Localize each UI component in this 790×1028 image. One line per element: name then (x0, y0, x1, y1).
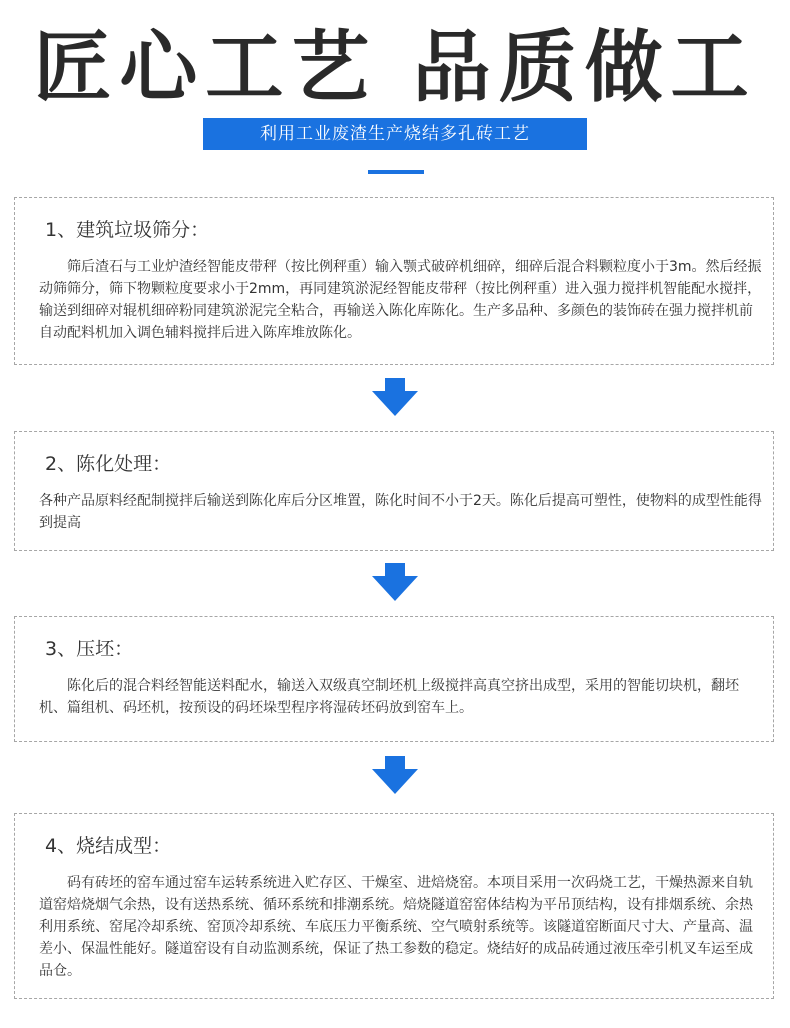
step-body: 各种产品原料经配制搅拌后输送到陈化库后分区堆置，陈化时间不小于2天。陈化后提高可塑性，使物料的成型性能得到提高 (39, 493, 762, 531)
arrow-down-icon (372, 756, 418, 794)
step-body: 筛后渣石与工业炉渣经智能皮带秤（按比例秤重）输入颚式破碎机细碎，细碎后混合料颗粒度小于3m。然后经振动筛筛分，筛下物颗粒度要求小于2mm，再同建筑淤泥经智能皮带秤（按比例秤重）进入强力搅拌机智能配水搅拌，输送到细碎对辊机细碎粉同建筑淤泥完全粘合，再输送入陈化库陈化。生产多品种、多颜色的装饰砖在强力搅拌机前自动配料机加入调色辅料搅拌后进入陈库堆放陈化。 (39, 259, 762, 341)
step-box-3 (14, 616, 774, 742)
subtitle-banner: 利用工业废渣生产烧结多孔砖工艺 (203, 118, 587, 150)
step-heading: 4、烧结成型： (45, 835, 172, 857)
arrow-down-icon (372, 563, 418, 601)
arrow-down-icon (372, 378, 418, 416)
step-heading: 3、压坯： (45, 638, 134, 660)
page-title: 匠心工艺 品质做工 (33, 23, 757, 113)
step-body: 码有砖坯的窑车通过窑车运转系统进入贮存区、干燥室、进焙烧窑。本项目采用一次码烧工艺，干燥热源来自轨道窑焙烧烟气余热，设有送热系统、循环系统和排潮系统。焙烧隧道窑窑体结构为平吊顶结构，设有排烟系统、余热利用系统、窑尾冷却系统、窑顶冷却系统、车底压力平衡系统、空气喷射系统等。该隧道窑断面尺寸大、产量高、温差小、保温性能好。隧道窑设有自动监测系统，保证了热工参数的稳定。烧结好的成品砖通过液压牵引机叉车运至成品仓。 (39, 875, 753, 979)
step-heading: 1、建筑垃圾筛分： (45, 219, 210, 241)
title-underline (368, 170, 424, 174)
step-body: 陈化后的混合料经智能送料配水，输送入双级真空制坯机上级搅拌高真空挤出成型，采用的智能切块机，翻坯机、篇组机、码坯机，按预设的码坯垛型程序将湿砖坯码放到窑车上。 (39, 678, 739, 716)
step-box-1 (14, 197, 774, 365)
step-heading: 2、陈化处理： (45, 453, 172, 475)
step-box-2 (14, 431, 774, 551)
step-box-4 (14, 813, 774, 999)
